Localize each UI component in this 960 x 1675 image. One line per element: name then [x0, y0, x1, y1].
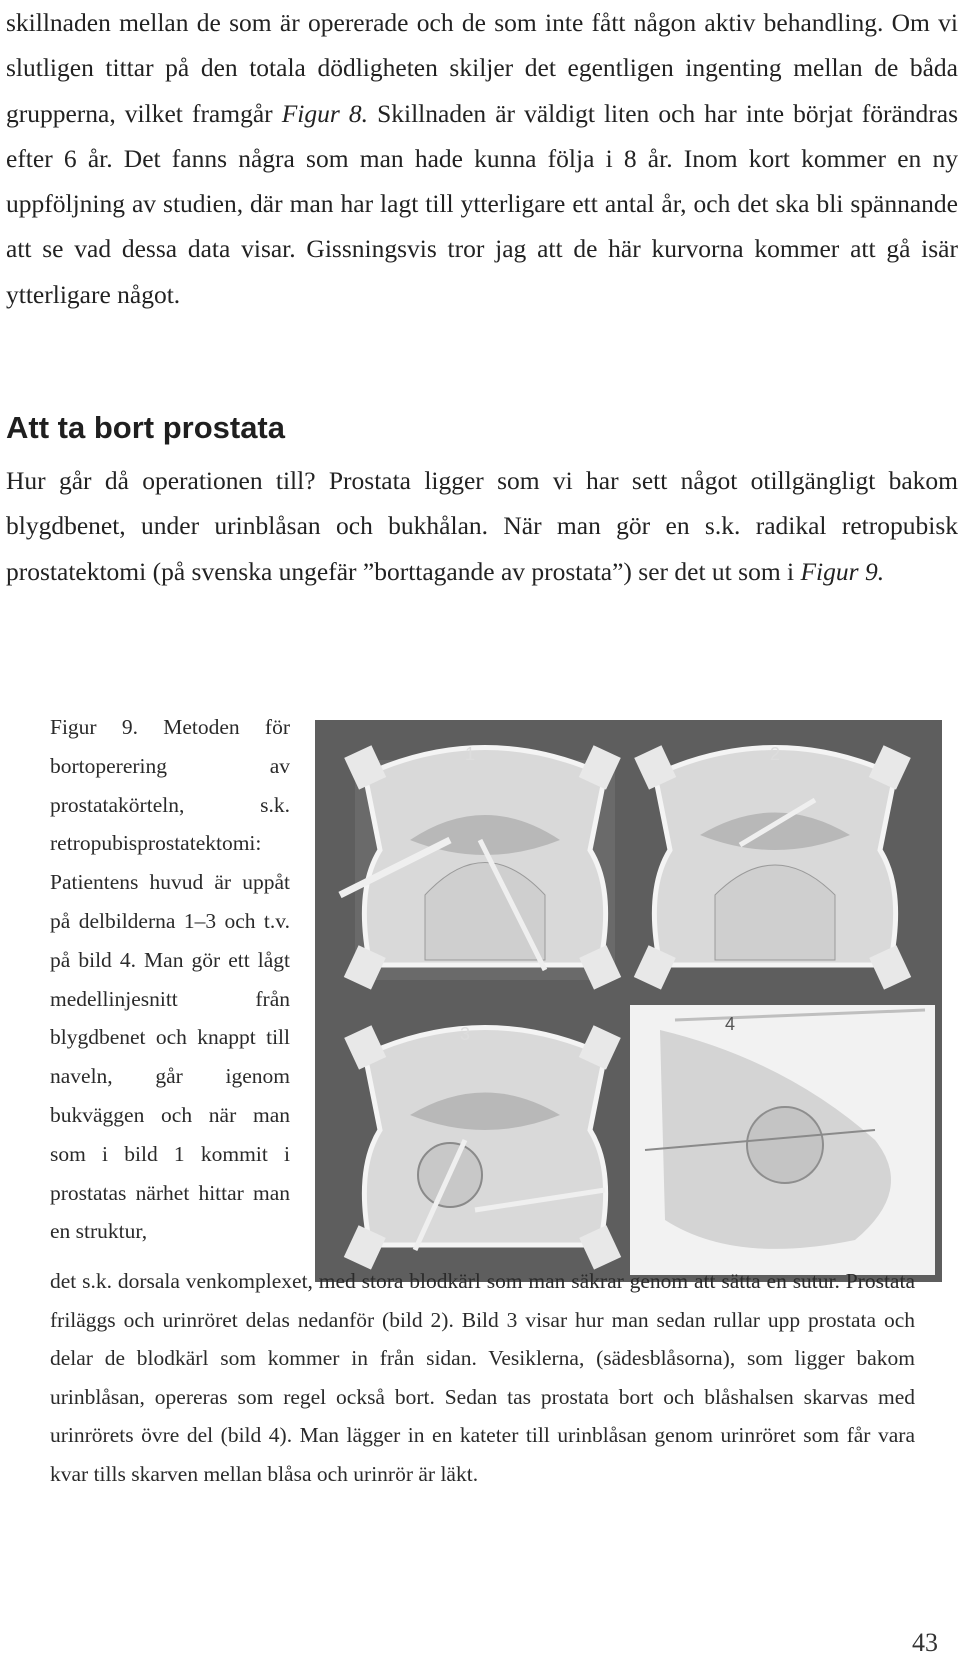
surgical-illustration-figure: [315, 720, 942, 1282]
operation-paragraph: [6, 458, 958, 594]
panel-2: [634, 744, 911, 990]
figure-8-reference: Figur 8.: [281, 98, 368, 128]
section-heading: Att ta bort prostata: [6, 410, 285, 445]
panel-3-label: 3: [460, 1024, 471, 1044]
figure-caption-part1: Figur 9. Metoden för bortoperering av prostatakörteln, s.k. retropubisprostatektomi: Patientens huvud är uppåt på delbilderna 1–3 och t.v. på bild 4. Man gör ett lågt medellinjesnitt från blygdbenet och knappt till naveln, går igenom bukväggen och när man som i bild 1 kommit i prostatas närhet hittar man en struktur,: [50, 715, 290, 1244]
page-number: 43: [912, 1628, 938, 1657]
intro-text-b: Skillnaden är väldigt liten och har inte börjat förändras efter 6 år. Det fanns några som man hade kunna följa i 8 år. Inom kort kommer en ny uppföljning av studien, där man har lagt till ytterligare ett antal år, och det ska bli spännande att se vad dessa data visar. Gissningsvis tror jag att de här kurvorna kommer att gå isär ytterligare något.: [6, 98, 959, 309]
panel-3: [344, 1024, 621, 1270]
panel-4: [630, 1005, 935, 1275]
figure-caption-part2: det s.k. dorsala venkomplexet, med stora blodkärl som man säkrar genom att sätta en sutur. Prostata friläggs och urinröret delas nedanför (bild 2). Bild 3 visar hur man sedan rullar upp prostata och delar de blodkärl som kommer in från sidan. Vesiklerna, (sädesblåsorna), som ligger bakom urinblåsan, opereras som regel också bort. Sedan tas prostata bort och blåshalsen skarvas med urinrörets övre del (bild 4). Man lägger in en kateter till urinblåsan genom urinröret som får vara kvar tills skarven mellan blåsa och urinrör är läkt.: [50, 1269, 915, 1486]
panel-4-label: 4: [725, 1014, 736, 1034]
panel-1-label: 1: [465, 744, 476, 764]
panel-1: [340, 744, 621, 990]
operation-text-a: Hur går då operationen till? Prostata ligger som vi har sett något otillgängligt bakom blygdbenet, under urinblåsan och bukhålan. När man gör en s.k. radikal retropubisk prostatektomi (på svenska ungefär ”borttagande av prostata”) ser det ut som i: [6, 466, 958, 586]
intro-paragraph: [6, 0, 958, 317]
panel-2-label: 2: [770, 744, 781, 764]
figure-9-reference: Figur 9.: [800, 556, 885, 586]
surgical-illustration: [315, 720, 942, 1282]
intro-text-a: skillnaden mellan de som är opererade och de som inte fått någon aktiv behandling. Om vi slutligen tittar på den totala dödligheten skiljer det egentligen ingenting mellan de båda grupperna, vilket framgår: [6, 8, 958, 128]
